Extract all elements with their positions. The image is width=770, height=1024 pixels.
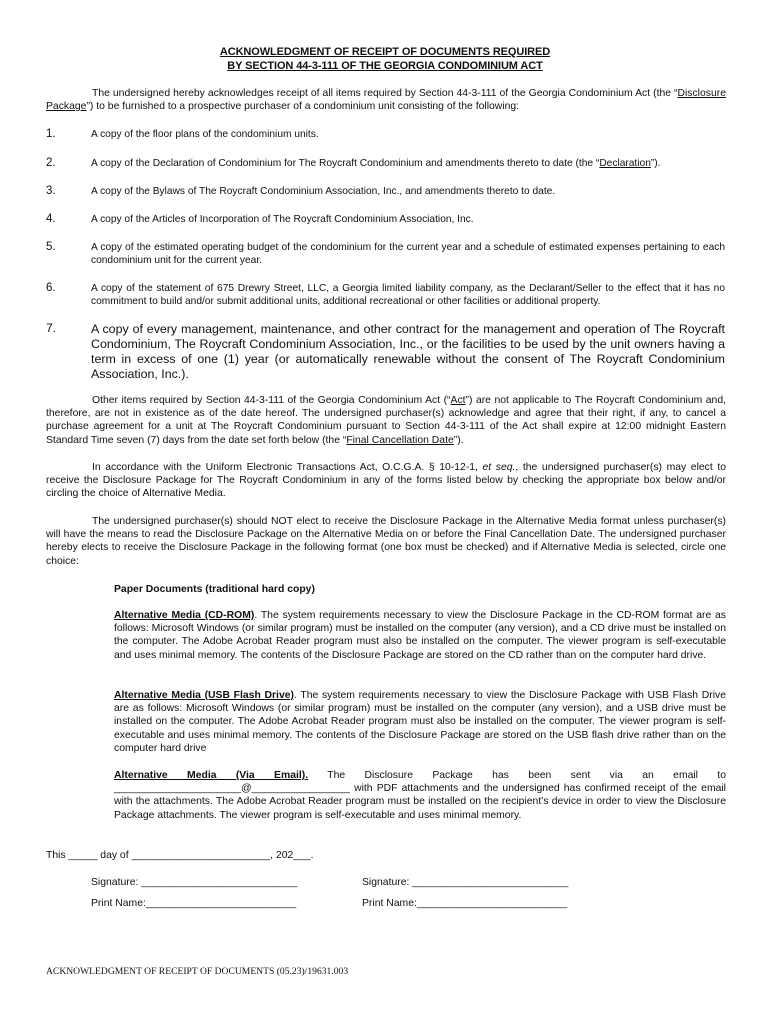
ueta-italic: et seq. bbox=[482, 462, 516, 473]
item-number: 3. bbox=[46, 185, 56, 197]
other-defined-term-cancellation: Final Cancellation Date bbox=[346, 434, 454, 446]
other-text-end: ”). bbox=[453, 434, 464, 446]
other-text-start: Other items required by Section 44-3-111 of the Georgia Condominium Act (“ bbox=[92, 395, 451, 406]
option-text bbox=[114, 609, 726, 662]
item-text: A copy of the Articles of Incorporation of The Roycraft Condominium Association, Inc. bbox=[91, 214, 474, 225]
item-number: 6. bbox=[46, 282, 56, 294]
option-title: Alternative Media (CD-ROM) bbox=[114, 610, 255, 621]
intro-text-end: ”) to be furnished to a prospective purchaser of a condominium unit consisting of the following: bbox=[86, 101, 520, 113]
document-title-line-2: BY SECTION 44-3-111 OF THE GEORGIA CONDOMINIUM ACT bbox=[227, 60, 543, 72]
ueta-paragraph bbox=[46, 461, 726, 501]
document-footer: ACKNOWLEDGMENT OF RECEIPT OF DOCUMENTS (05.23)/19631.003 bbox=[46, 966, 349, 977]
print-name-field-left[interactable]: Print Name:__________________________ bbox=[91, 898, 297, 909]
item-text: A copy of the floor plans of the condominium units. bbox=[91, 129, 319, 140]
other-items-paragraph bbox=[46, 394, 726, 447]
item-text bbox=[91, 157, 725, 170]
option-text bbox=[114, 583, 726, 596]
option-title: Paper Documents (traditional hard copy) bbox=[114, 584, 315, 595]
option-text bbox=[114, 769, 726, 822]
date-line[interactable]: This _____ day of ________________________, 202___. bbox=[46, 850, 314, 861]
item-number: 1. bbox=[46, 128, 56, 140]
print-name-field-right[interactable]: Print Name:__________________________ bbox=[362, 898, 568, 909]
signature-field-right[interactable]: Signature: ___________________________ bbox=[362, 877, 569, 888]
item-number: 5. bbox=[46, 241, 56, 253]
option-description: . The system requirements necessary to view the Disclosure Package in the CD-ROM format are as follows: Microsoft Windows (or similar program) must be installed on the computer (any version), and a CD drive must be installed on the computer. The Adobe Acrobat Reader program must also be installed on the computer. The viewer program is self-executable and uses minimal memory. The contents of the Disclosure Package are stored on the CD rather than on the computer hard drive. bbox=[114, 610, 726, 661]
ueta-text-end: , the undersigned purchaser(s) may elect to receive the Disclosure Package for The Roycraft Condominium in any of the forms listed below by checking the appropriate box below and/or circling the choice of Alternative Media. bbox=[46, 462, 726, 500]
item-number: 2. bbox=[46, 157, 56, 169]
option-description: . The system requirements necessary to view the Disclosure Package with USB Flash Drive are as follows: Microsoft Windows (or similar program) must be installed on the computer (any version), and a USB drive must be installed on the computer. The Adobe Acrobat Reader program must also be installed on the computer. The viewer program is self-executable and uses minimal memory. The contents of the Disclosure Package are stored on the USB flash drive rather than on the computer hard drive bbox=[114, 690, 726, 754]
item-text: A copy of the Bylaws of The Roycraft Condominium Association, Inc., and amendments thereto to date. bbox=[91, 186, 556, 197]
document-title-line-1: ACKNOWLEDGMENT OF RECEIPT OF DOCUMENTS REQUIRED bbox=[219, 46, 551, 58]
item-defined-term: Declaration bbox=[599, 158, 651, 169]
intro-text-start: The undersigned hereby acknowledges receipt of all items required by Section 44-3-111 of the Georgia Condominium Act (the “ bbox=[92, 88, 678, 99]
item-text-end: ”). bbox=[650, 158, 661, 169]
option-text bbox=[114, 689, 726, 755]
signature-field-left[interactable]: Signature: ___________________________ bbox=[91, 877, 298, 888]
other-text-middle: ”) are not applicable to The Roycraft Condominium and, therefore, are not in existence as of the date hereof. The undersigned purchaser(s) acknowledge and agree that their right, if any, to cancel a purchase agreement for a unit at The Roycraft Condominium pursuant to Section 44-3-111 of the Act shall expire at 12:00 midnight Eastern Standard Time seven (7) days from the date set forth below (the “ bbox=[46, 395, 726, 446]
intro-defined-term: Disclosure Package bbox=[46, 88, 726, 113]
item-text: A copy of every management, maintenance, and other contract for the management and operation of The Roycraft Condominium, The Roycraft Condominium Association, Inc., or the facilities to be used by the unit owners having a term in excess of one (1) year (or automatically renewable without the consent of The Roycraft Condominium Association, Inc.). bbox=[91, 322, 725, 381]
item-number: 7. bbox=[46, 321, 57, 335]
option-description: The Disclosure Package has been sent via an email to ______________________@_________________ with PDF attachments and the undersigned has confirmed receipt of the email with the attachments. The Adobe Acrobat Reader program must be installed on the recipient’s device in order to view the Disclosure Package attachments. The viewer program is self-executable and uses minimal memory. bbox=[114, 770, 726, 821]
item-number: 4. bbox=[46, 213, 56, 225]
item-text: A copy of the estimated operating budget of the condominium for the current year and a schedule of estimated expenses pertaining to each condominium unit for the current year. bbox=[91, 242, 725, 267]
other-defined-term-act: Act bbox=[450, 395, 466, 406]
option-title: Alternative Media (USB Flash Drive) bbox=[114, 690, 294, 701]
not-elect-paragraph: The undersigned purchaser(s) should NOT elect to receive the Disclosure Package in the Alternative Media format unless purchaser(s) will have the means to read the Disclosure Package on the Alternative Media on or before the Final Cancellation Date. The undersigned purchaser hereby elects to receive the Disclosure Package in the following format (one box must be checked) and if Alternative Media is selected, circle one choice: bbox=[46, 516, 726, 567]
intro-paragraph bbox=[46, 87, 726, 113]
item-text: A copy of the statement of 675 Drewry Street, LLC, a Georgia limited liability company, as the Declarant/Seller to the effect that it has no commitment to build and/or submit additional units, additional recreational or other facilities or additional property. bbox=[91, 283, 725, 308]
item-text-start: A copy of the Declaration of Condominium for The Roycraft Condominium and amendments thereto to date (the “ bbox=[91, 158, 600, 169]
option-title: Alternative Media (Via Email). bbox=[114, 770, 309, 781]
ueta-text-start: In accordance with the Uniform Electronic Transactions Act, O.C.G.A. § 10-12-1, bbox=[92, 462, 483, 473]
